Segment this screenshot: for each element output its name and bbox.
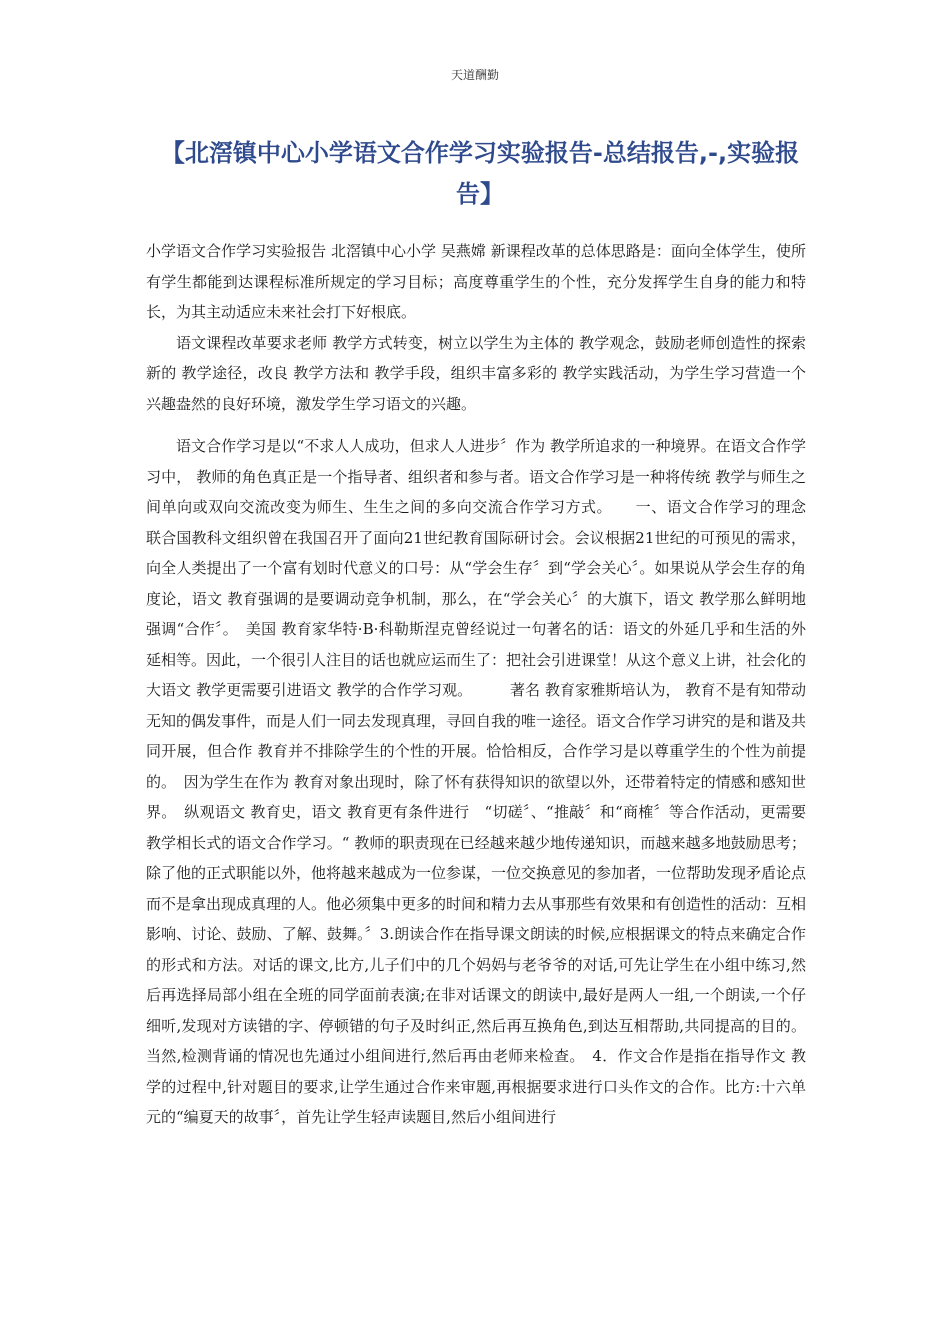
paragraph-cooperative-learning: 语文合作学习是以“不求人人成功，但求人人进步〞作为 教学所追求的一种境界。在语文合作学习中， 教师的角色真正是一个指导者、组织者和参与者。语文合作学习是一种将传统 教学与师生之间单向或双向交流改变为师生、生生之间的多向交流合作学习方式。 一、语文合作学习的理念 联合国教科文组织曾在我国召开了面向21世纪教育国际研讨会。会议根据21世纪的可预见的需求，向全人类提出了一个富有划时代意义的口号：从“学会生存〞到“学会关心〞。如果说从学会生存的角度论，语文 教育强调的是要调动竞争机制，那么，在“学会关心〞的大旗下，语文 教学那么鲜明地强调“合作〞。 美国 教育家华特·B·科勒斯涅克曾经说过一句著名的话：语文的外延几乎和生活的外延相等。因此，一个很引人注目的话也就应运而生了：把社会引进课堂！从这个意义上讲，社会化的大语文 教学更需要引进语文 教学的合作学习观。 著名 教育家雅斯培认为， 教育不是有知带动无知的偶发事件，而是人们一同去发现真理，寻回自我的唯一途径。语文合作学习讲究的是和谐及共同开展，但合作 教育并不排除学生的个性的开展。恰恰相反，合作学习是以尊重学生的个性为前提的。 因为学生在作为 教育对象出现时，除了怀有获得知识的欲望以外，还带着特定的情感和感知世界。 纵观语文 教育史，语文 教育更有条件进行 “切磋〞、“推敲〞和“商榷〞等合作活动，更需要 教学相长式的语文合作学习。“ 教师的职责现在已经越来越少地传递知识，而越来越多地鼓励思考；除了他的正式职能以外，他将越来越成为一位参谋，一位交换意见的参加者，一位帮助发现矛盾论点而不是拿出现成真理的人。他必须集中更多的时间和精力去从事那些有效果和有创造性的活动：互相影响、讨论、鼓励、了解、鼓舞。〞3.朗读合作在指导课文朗读的时候,应根据课文的特点来确定合作的形式和方法。对话的课文,比方,儿子们中的几个妈妈与老爷爷的对话,可先让学生在小组中练习,然后再选择局部小组在全班的同学面前表演;在非对话课文的朗读中,最好是两人一组,一个朗读,一个仔细听,发现对方读错的字、停顿错的句子及时纠正,然后再互换角色,到达互相帮助,共同提高的目的。当然,检测背诵的情况也先通过小组间进行,然后再由老师来检查。 4．作文合作是指在指导作文 教学的过程中,针对题目的要求,让学生通过合作来审题,再根据要求进行口头作文的合作。比方:十六单元的“编夏天的故事〞，首先让学生轻声读题目,然后小组间进行	[146, 437, 852, 1126]
document-body	[146, 236, 852, 1133]
document-title: 【北滘镇中心小学语文合作学习实验报告-总结报告,-,实验报告】	[160, 139, 800, 208]
page-header: 天道酬勤	[450, 68, 499, 82]
paragraph-intro: 小学语文合作学习实验报告 北滘镇中心小学 吴燕嫦 新课程改革的总体思路是：面向全体学生，使所有学生都能到达课程标准所规定的学习目标；高度尊重学生的个性，充分发挥学生自身的能力和特长，为其主动适应未来社会打下好根底。	[146, 242, 806, 321]
paragraph-reform: 语文课程改革要求老师 教学方式转变，树立以学生为主体的 教学观念，鼓励老师创造性的探索新的 教学途径，改良 教学方法和 教学手段，组织丰富多彩的 教学实践活动，为学生学习营造一个兴趣盎然的良好环境，激发学生学习语文的兴趣。	[146, 333, 806, 413]
